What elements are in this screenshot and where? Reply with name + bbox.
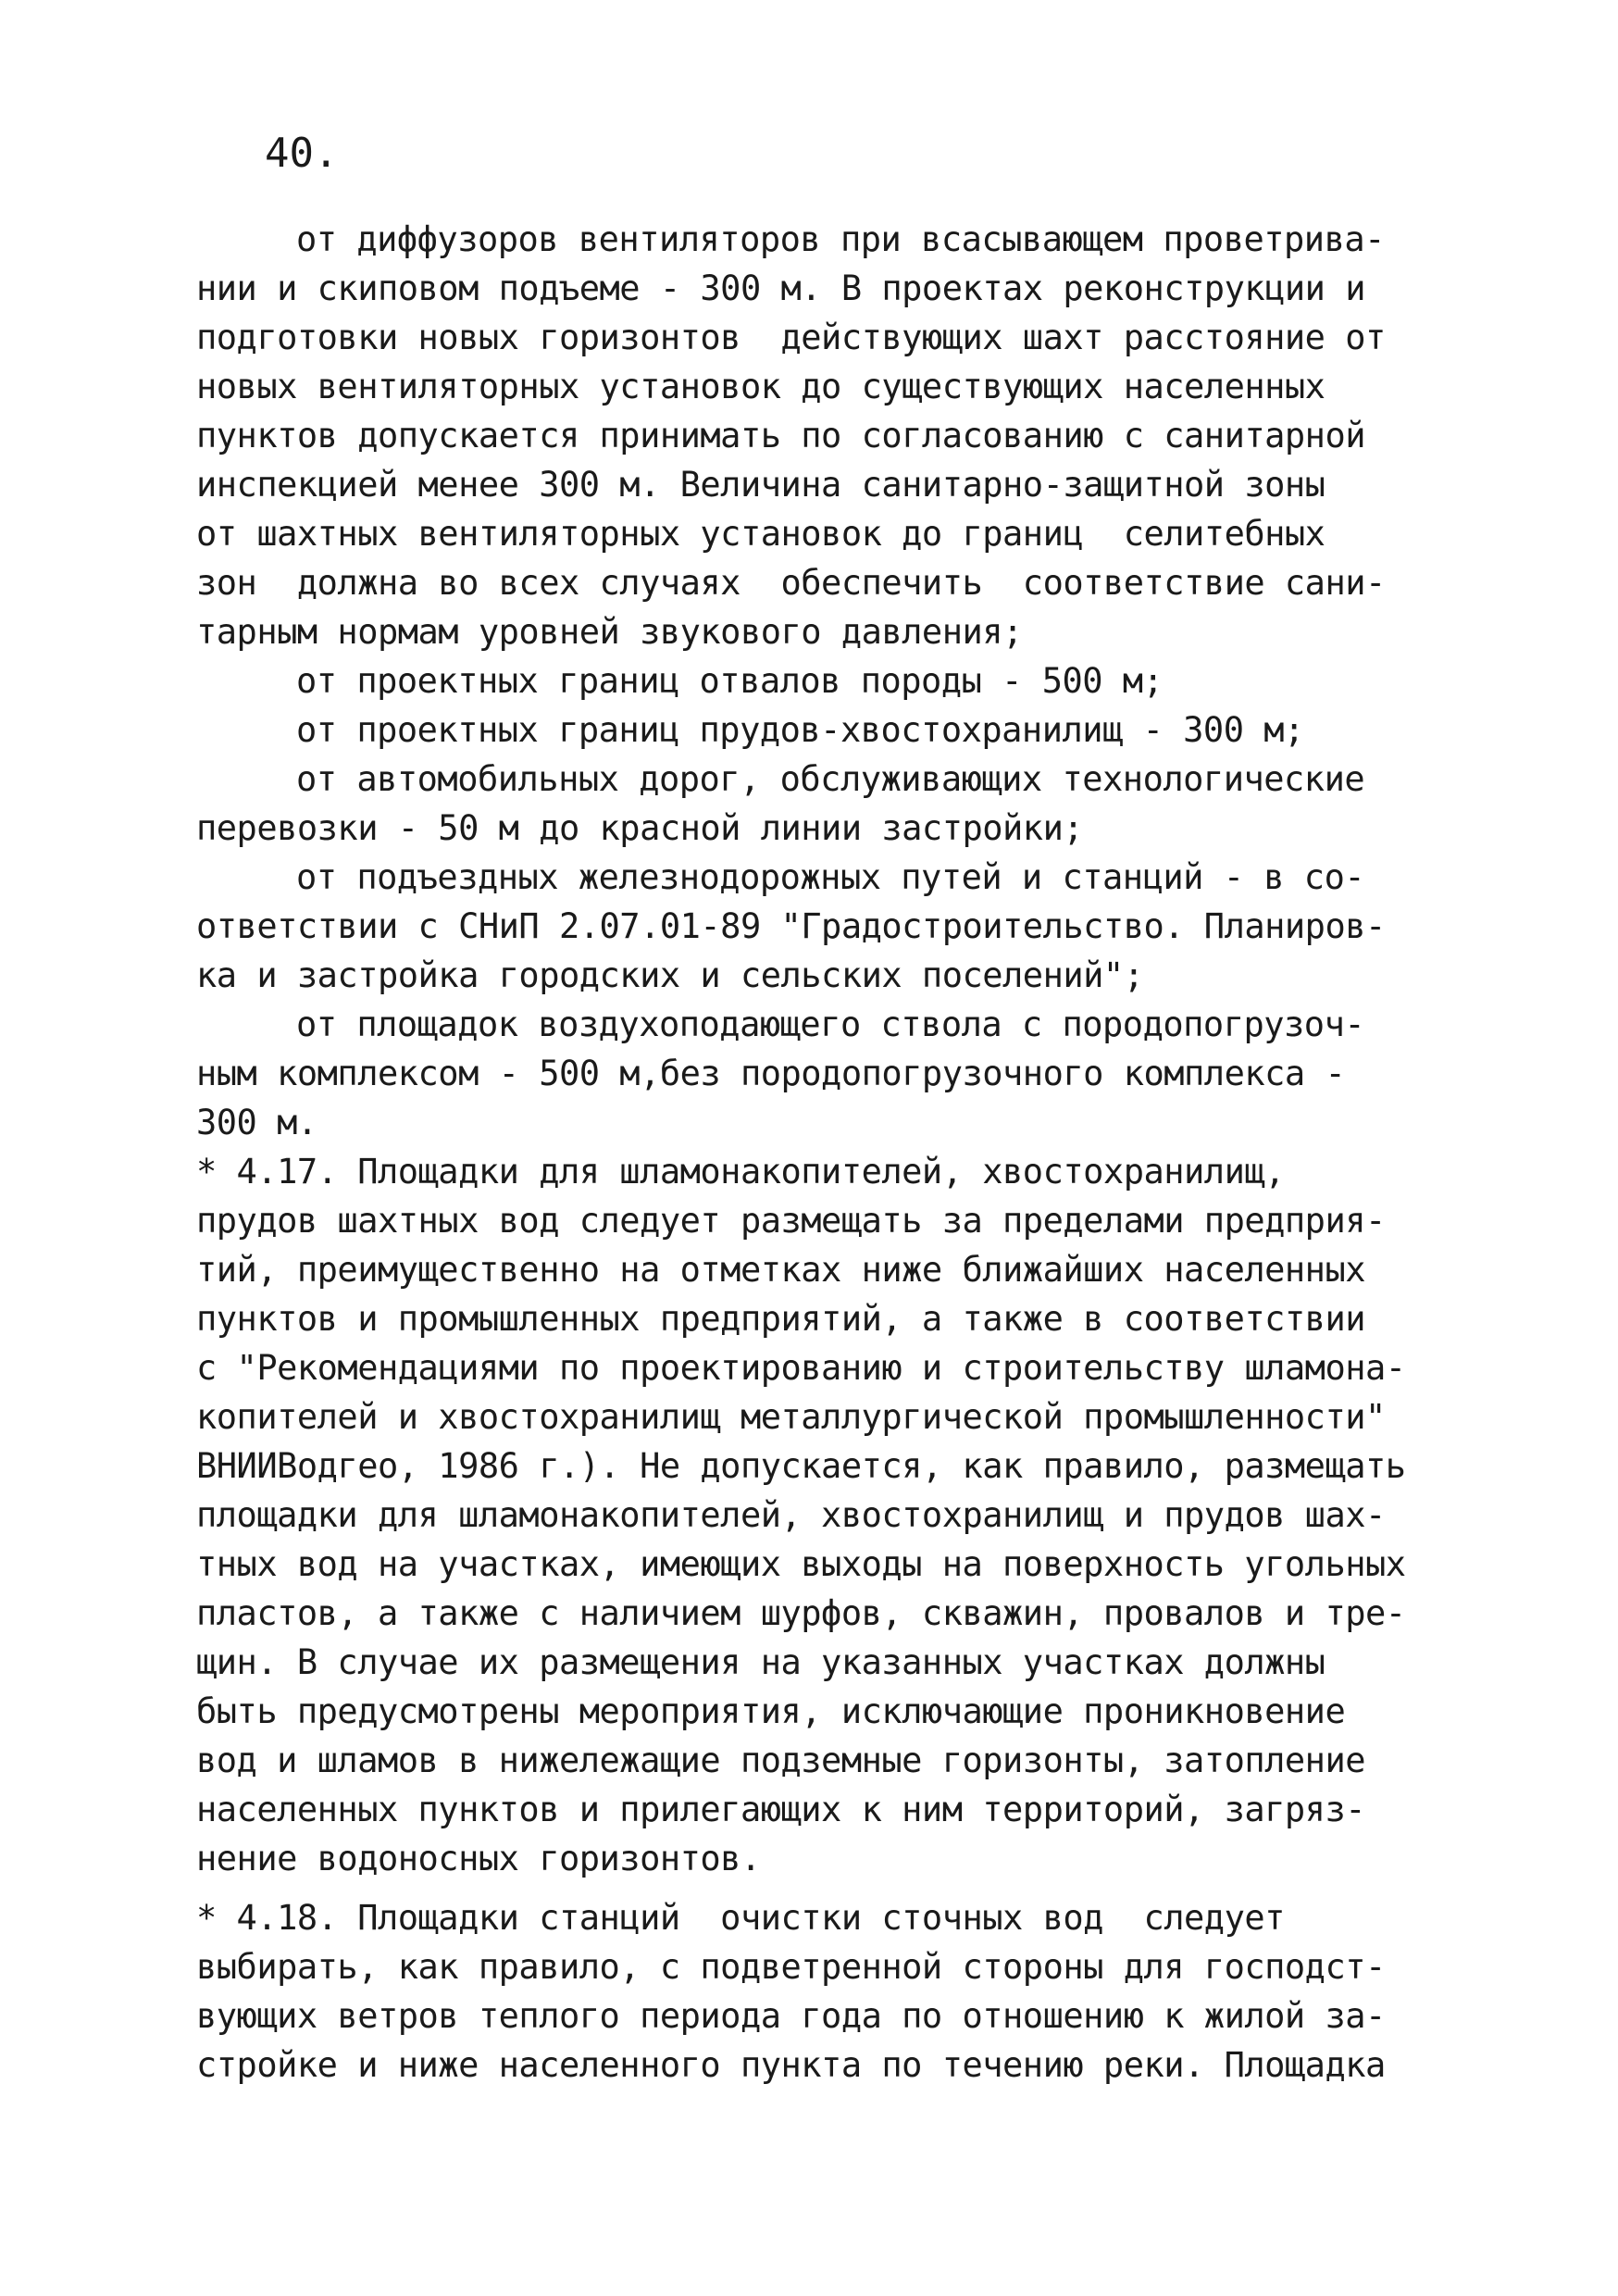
text-line: зон должна во всех случаях обеспечить соответствие сани-	[196, 563, 1386, 603]
text-line: стройке и ниже населенного пункта по течению реки. Площадка	[196, 2045, 1386, 2085]
text-line: ка и застройка городских и сельских поселений";	[196, 955, 1144, 995]
text-line: ответствии с СНиП 2.07.01-89 "Градостроительство. Планиров-	[196, 906, 1386, 946]
text-block-main	[196, 215, 1437, 1883]
text-line: от проектных границ отвалов породы - 500 м;	[296, 661, 1164, 701]
text-line: * 4.17. Площадки для шламонакопителей, хвостохранилищ,	[196, 1152, 1285, 1192]
text-line: прудов шахтных вод следует размещать за пределами предприя-	[196, 1201, 1386, 1241]
text-line: 300 м.	[196, 1103, 317, 1142]
page-number: 40.	[265, 130, 339, 177]
text-line: вод и шламов в нижележащие подземные горизонты, затопление	[196, 1741, 1366, 1780]
text-line: ным комплексом - 500 м,без породопогрузочного комплекса -	[196, 1054, 1346, 1093]
text-block-section-4-18	[196, 1893, 1437, 2090]
text-line: копителей и хвостохранилищ металлургической промышленности"	[196, 1397, 1386, 1437]
text-line: * 4.18. Площадки станций очистки сточных вод следует	[196, 1898, 1285, 1938]
text-line: от шахтных вентиляторных установок до границ селитебных	[196, 514, 1326, 554]
text-line: от проектных границ прудов-хвостохранилищ - 300 м;	[296, 710, 1304, 750]
text-line: тных вод на участках, имеющих выходы на поверхность угольных	[196, 1544, 1406, 1584]
text-line: тий, преимущественно на отметках ниже ближайших населенных	[196, 1250, 1366, 1290]
text-line: нение водоносных горизонтов.	[196, 1839, 761, 1878]
text-line: выбирать, как правило, с подветренной стороны для господст-	[196, 1947, 1386, 1987]
text-line: пластов, а также с наличием шурфов, скважин, провалов и тре-	[196, 1593, 1406, 1633]
text-line: ВНИИВодгео, 1986 г.). Не допускается, как правило, размещать	[196, 1446, 1406, 1486]
text-line: щин. В случае их размещения на указанных участках должны	[196, 1642, 1326, 1682]
text-line: тарным нормам уровней звукового давления;	[196, 612, 1023, 652]
text-line: населенных пунктов и прилегающих к ним территорий, загряз-	[196, 1790, 1366, 1829]
text-line: от автомобильных дорог, обслуживающих технологические	[296, 759, 1365, 799]
text-line: новых вентиляторных установок до существующих населенных	[196, 367, 1326, 406]
text-line: подготовки новых горизонтов действующих шахт расстояние от	[196, 318, 1386, 357]
text-line: пунктов и промышленных предприятий, а также в соответствии	[196, 1299, 1366, 1339]
text-line: с "Рекомендациями по проектированию и строительству шламона-	[196, 1348, 1406, 1388]
text-line: от площадок воздухоподающего ствола с породопогрузоч-	[296, 1004, 1365, 1044]
text-line: перевозки - 50 м до красной линии застройки;	[196, 808, 1084, 848]
text-line: инспекцией менее 300 м. Величина санитарно-защитной зоны	[196, 465, 1326, 505]
text-line: площадки для шламонакопителей, хвостохранилищ и прудов шах-	[196, 1495, 1386, 1535]
text-line: пунктов допускается принимать по согласованию с санитарной	[196, 416, 1366, 455]
text-line: от диффузоров вентиляторов при всасывающем проветрива-	[296, 219, 1385, 259]
text-line: нии и скиповом подъеме - 300 м. В проектах реконструкции и	[196, 268, 1366, 308]
text-line: вующих ветров теплого периода года по отношению к жилой за-	[196, 1996, 1386, 2036]
text-line: от подъездных железнодорожных путей и станций - в со-	[296, 857, 1365, 897]
text-line: быть предусмотрены мероприятия, исключающие проникновение	[196, 1691, 1346, 1731]
